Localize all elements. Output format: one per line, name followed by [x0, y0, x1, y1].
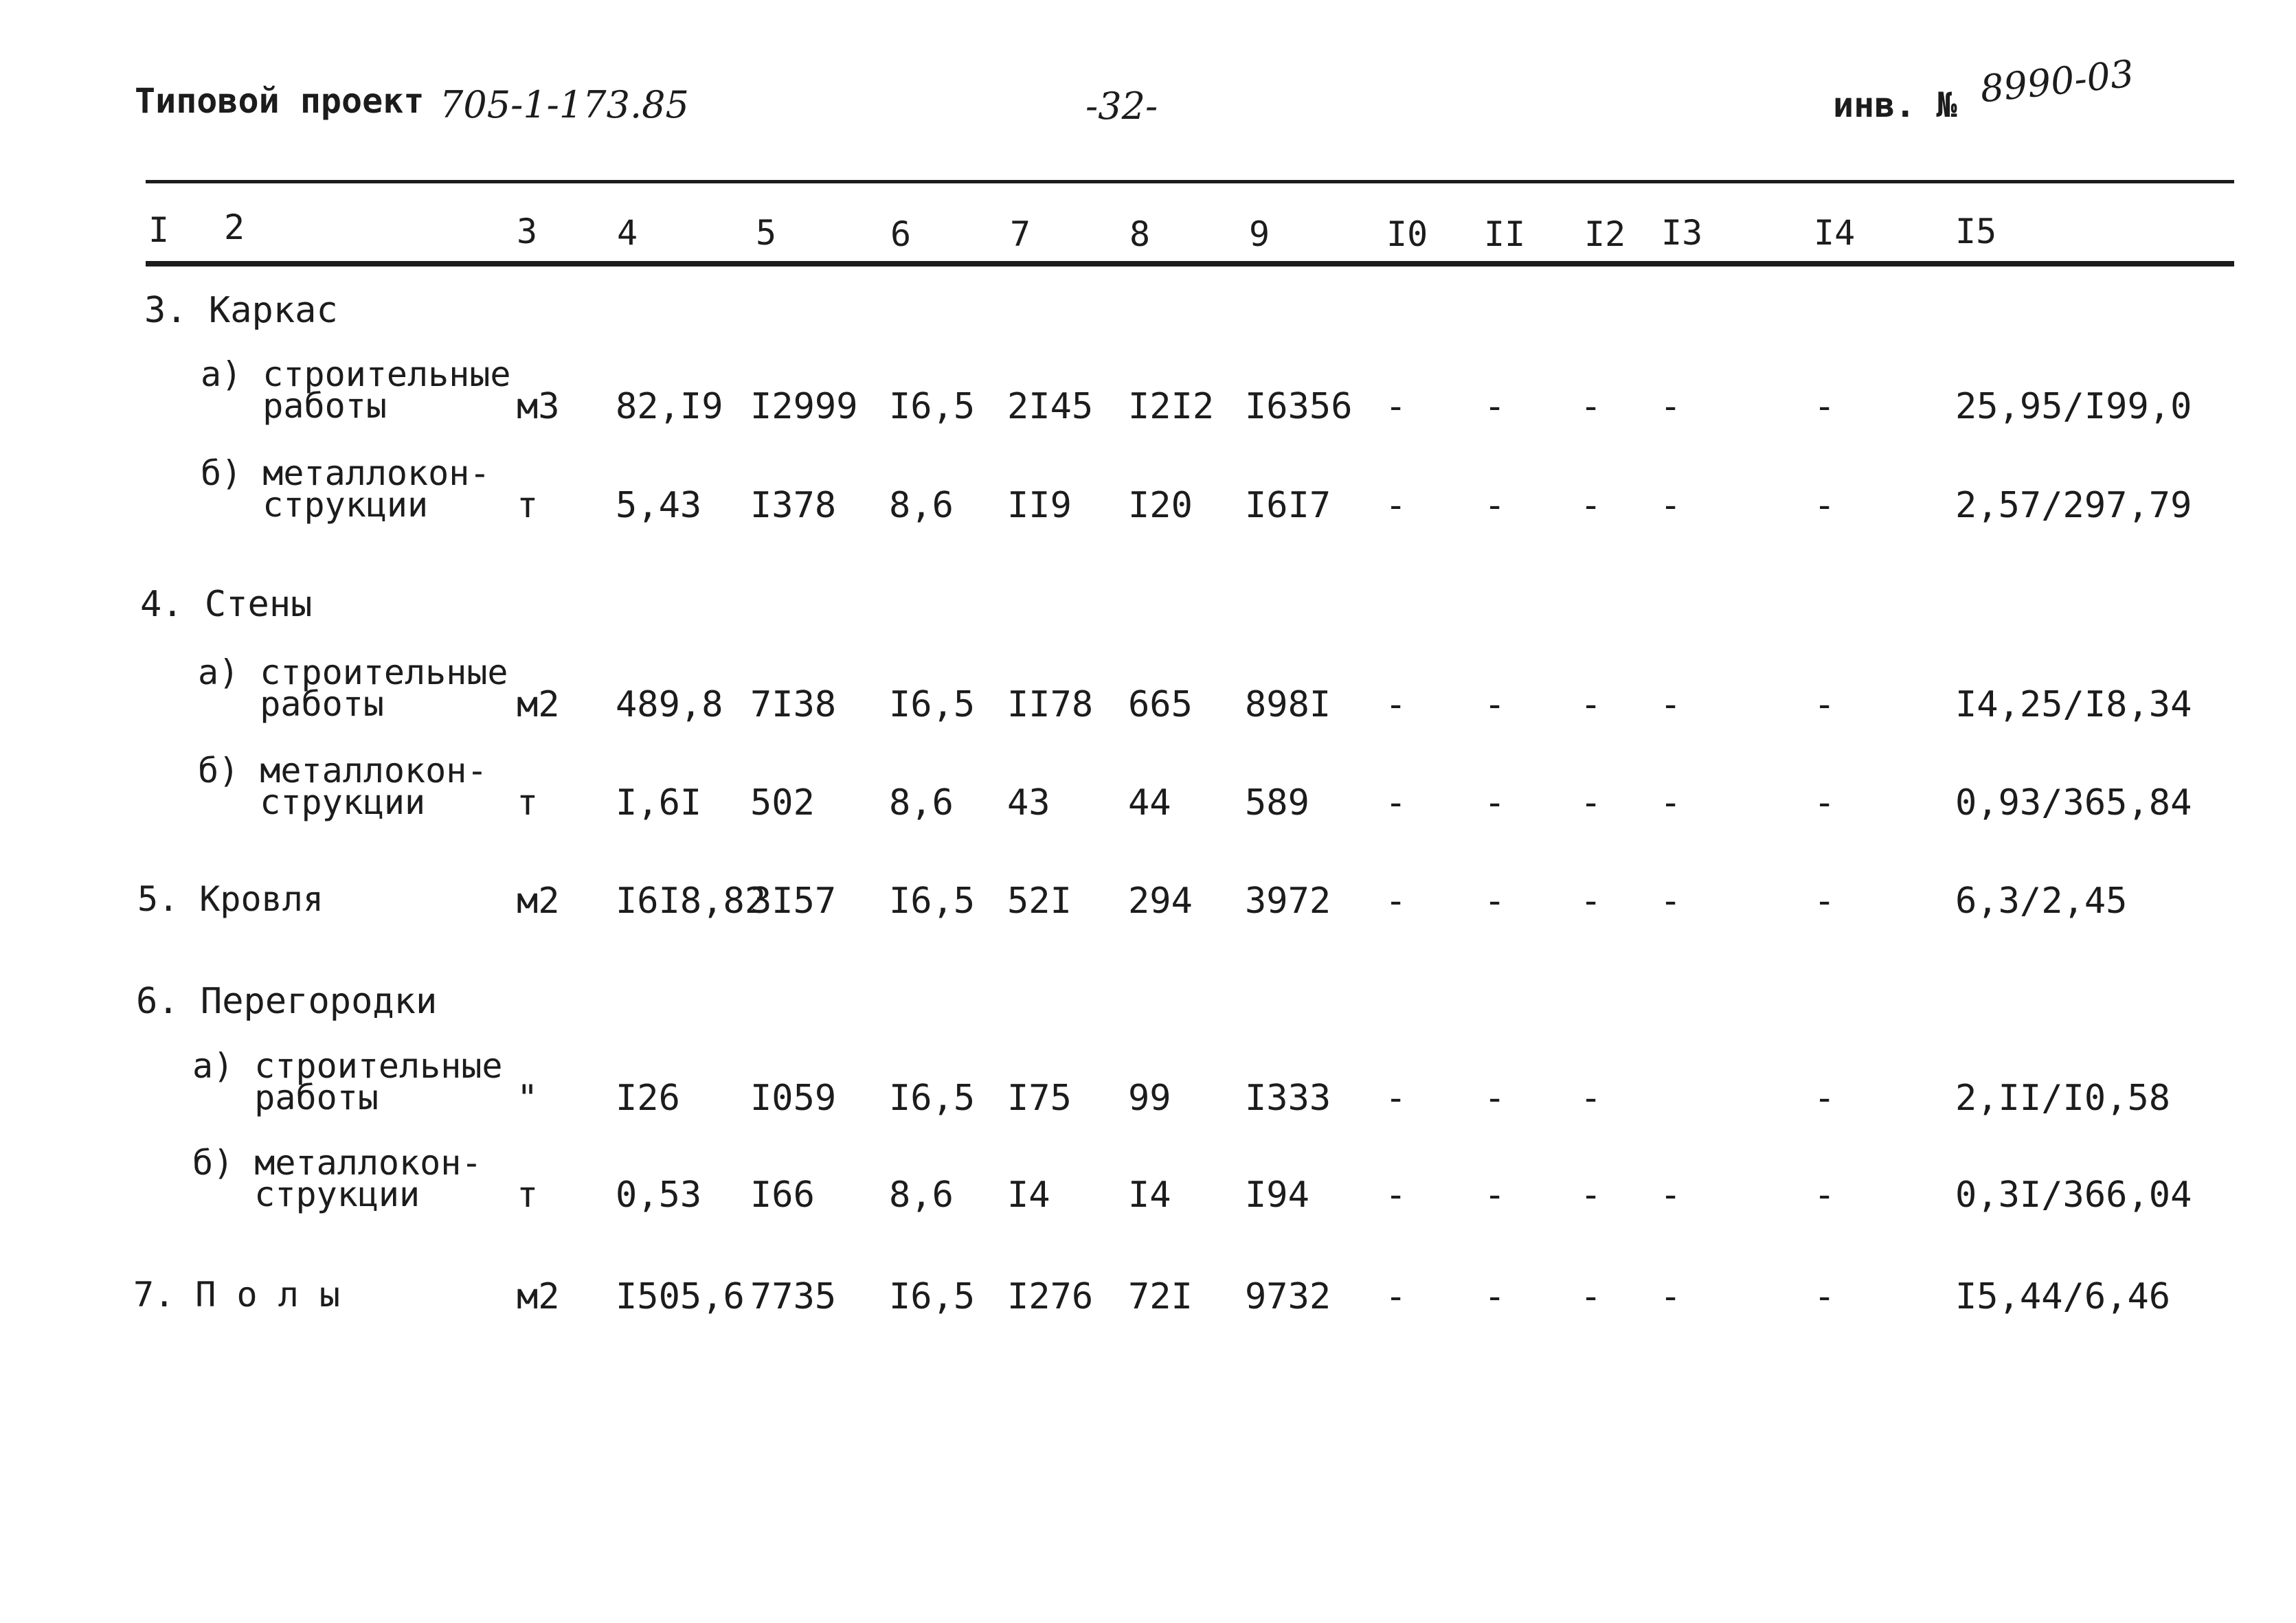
cell-col-8: 72I: [1128, 1276, 1193, 1317]
cell-total-col-9: 9732: [1245, 1276, 1331, 1317]
cell-ratio-col-15: 0,3I/366,04: [1955, 1174, 2192, 1216]
cell-rate-col-6: 8,6: [889, 485, 954, 526]
cell-col-10: -: [1385, 881, 1407, 922]
cell-total-col-9: I333: [1245, 1078, 1331, 1119]
cell-quantity: I505,6: [616, 1276, 745, 1317]
cell-col-12: -: [1580, 782, 1602, 824]
cell-col-12: -: [1580, 684, 1602, 725]
cell-col-7: 2I45: [1007, 386, 1094, 427]
cell-col-7: II9: [1007, 485, 1072, 526]
cell-quantity: 489,8: [616, 684, 723, 725]
row-name: б) металлокон- струкции: [201, 453, 491, 525]
cell-unit: м2: [517, 881, 560, 922]
cell-unit: м3: [517, 386, 560, 427]
cell-cost-col-5: 7735: [750, 1276, 837, 1317]
cell-col-10: -: [1385, 386, 1407, 427]
section-title-frame: 3. Каркас: [144, 290, 338, 331]
cell-col-8: 99: [1128, 1078, 1171, 1119]
cell-unit: ": [517, 1078, 539, 1119]
cell-col-11: -: [1484, 881, 1506, 922]
cell-col-7: I4: [1007, 1174, 1050, 1216]
cell-cost-col-5: 7I38: [750, 684, 837, 725]
cell-col-7: 43: [1007, 782, 1050, 824]
cell-col-12: -: [1580, 386, 1602, 427]
cell-col-14: -: [1814, 684, 1836, 725]
cell-rate-col-6: I6,5: [889, 1276, 976, 1317]
column-header-6: 6: [890, 214, 912, 254]
cell-quantity: I6I8,82: [616, 881, 767, 922]
row-name: а) строительные работы: [198, 652, 508, 724]
cell-rate-col-6: I6,5: [889, 684, 976, 725]
cell-total-col-9: 898I: [1245, 684, 1331, 725]
cell-col-13: -: [1660, 485, 1682, 526]
cell-unit: т: [517, 782, 539, 824]
cell-col-13: -: [1660, 1174, 1682, 1216]
cell-quantity: 5,43: [616, 485, 702, 526]
cell-ratio-col-15: I4,25/I8,34: [1955, 684, 2192, 725]
cell-col-10: -: [1385, 1276, 1407, 1317]
section-title-walls: 4. Стены: [140, 584, 313, 625]
cell-cost-col-5: 3I57: [750, 881, 837, 922]
cell-col-14: -: [1814, 1276, 1836, 1317]
column-header-9: 9: [1249, 214, 1270, 254]
cell-col-10: -: [1385, 1174, 1407, 1216]
cell-col-10: -: [1385, 485, 1407, 526]
cell-ratio-col-15: 2,57/297,79: [1955, 485, 2192, 526]
cell-col-13: -: [1660, 881, 1682, 922]
cell-rate-col-6: I6,5: [889, 881, 976, 922]
cell-col-13: -: [1660, 1276, 1682, 1317]
cell-col-8: I4: [1128, 1174, 1171, 1216]
cell-rate-col-6: 8,6: [889, 1174, 954, 1216]
cell-ratio-col-15: I5,44/6,46: [1955, 1276, 2171, 1317]
cell-cost-col-5: I66: [750, 1174, 815, 1216]
cell-col-12: -: [1580, 1078, 1602, 1119]
cell-col-11: -: [1484, 1078, 1506, 1119]
cell-cost-col-5: I2999: [750, 386, 858, 427]
cell-quantity: I26: [616, 1078, 680, 1119]
cell-col-10: -: [1385, 782, 1407, 824]
cell-col-10: -: [1385, 1078, 1407, 1119]
cell-col-12: -: [1580, 485, 1602, 526]
cell-col-11: -: [1484, 386, 1506, 427]
column-header-12: I2: [1584, 214, 1626, 254]
inventory-number: 8990-03: [1978, 52, 2137, 111]
cell-col-10: -: [1385, 684, 1407, 725]
column-header-14: I4: [1814, 213, 1856, 253]
column-header-11: II: [1484, 214, 1526, 254]
column-header-7: 7: [1010, 214, 1031, 254]
cell-col-8: I2I2: [1128, 386, 1215, 427]
cell-col-7: 52I: [1007, 881, 1072, 922]
cell-col-14: -: [1814, 386, 1836, 427]
cell-ratio-col-15: 25,95/I99,0: [1955, 386, 2192, 427]
cell-col-13: -: [1660, 684, 1682, 725]
cell-col-14: -: [1814, 782, 1836, 824]
table-header-rule: [146, 261, 2234, 266]
cell-rate-col-6: 8,6: [889, 782, 954, 824]
project-number: 705-1-173.85: [440, 83, 689, 126]
cell-col-11: -: [1484, 782, 1506, 824]
cell-col-8: 294: [1128, 881, 1193, 922]
column-header-5: 5: [756, 213, 777, 253]
row-name: а) строительные работы: [201, 354, 511, 426]
cell-quantity: 0,53: [616, 1174, 702, 1216]
cell-col-13: -: [1660, 386, 1682, 427]
cell-ratio-col-15: 6,3/2,45: [1955, 881, 2128, 922]
table-top-rule: [146, 180, 2234, 183]
cell-unit: м2: [517, 684, 560, 725]
cell-total-col-9: 589: [1245, 782, 1309, 824]
row-name: б) металлокон- струкции: [198, 751, 488, 822]
cell-col-13: -: [1660, 782, 1682, 824]
cell-rate-col-6: I6,5: [889, 386, 976, 427]
row-name: б) металлокон- струкции: [192, 1143, 482, 1214]
cell-col-14: -: [1814, 881, 1836, 922]
header-label: Типовой проект: [135, 81, 425, 121]
column-header-2: 2: [224, 207, 245, 247]
cell-ratio-col-15: 0,93/365,84: [1955, 782, 2192, 824]
cell-col-7: I75: [1007, 1078, 1072, 1119]
cell-col-11: -: [1484, 485, 1506, 526]
cell-col-12: -: [1580, 1174, 1602, 1216]
cell-total-col-9: I6I7: [1245, 485, 1331, 526]
column-header-13: I3: [1661, 213, 1703, 253]
cell-quantity: 82,I9: [616, 386, 723, 427]
cell-col-14: -: [1814, 1078, 1836, 1119]
cell-cost-col-5: 502: [750, 782, 815, 824]
cell-col-14: -: [1814, 485, 1836, 526]
cell-col-8: 665: [1128, 684, 1193, 725]
cell-cost-col-5: I378: [750, 485, 837, 526]
page-number: -32-: [1085, 84, 1158, 128]
column-header-3: 3: [517, 212, 538, 251]
column-header-10: I0: [1386, 214, 1428, 254]
cell-cost-col-5: I059: [750, 1078, 837, 1119]
cell-total-col-9: 3972: [1245, 881, 1331, 922]
inventory-label: инв. №: [1833, 85, 1957, 125]
cell-quantity: I,6I: [616, 782, 702, 824]
column-header-8: 8: [1129, 214, 1151, 254]
cell-total-col-9: I6356: [1245, 386, 1353, 427]
section-title-partitions: 6. Перегородки: [136, 981, 438, 1022]
row-name: 7. П о л ы: [133, 1275, 341, 1315]
cell-col-11: -: [1484, 684, 1506, 725]
cell-unit: т: [517, 485, 539, 526]
cell-col-7: II78: [1007, 684, 1094, 725]
cell-ratio-col-15: 2,II/I0,58: [1955, 1078, 2171, 1119]
cell-col-12: -: [1580, 1276, 1602, 1317]
cell-col-8: I20: [1128, 485, 1193, 526]
cell-unit: м2: [517, 1276, 560, 1317]
cell-col-11: -: [1484, 1276, 1506, 1317]
cell-unit: т: [517, 1174, 539, 1216]
row-name: а) строительные работы: [192, 1046, 503, 1117]
row-name: 5. Кровля: [137, 879, 324, 919]
cell-col-11: -: [1484, 1174, 1506, 1216]
cell-rate-col-6: I6,5: [889, 1078, 976, 1119]
cell-col-14: -: [1814, 1174, 1836, 1216]
cell-col-8: 44: [1128, 782, 1171, 824]
cell-col-7: I276: [1007, 1276, 1094, 1317]
cell-total-col-9: I94: [1245, 1174, 1309, 1216]
column-header-4: 4: [617, 213, 638, 253]
column-header-15: I5: [1955, 212, 1997, 251]
cell-col-12: -: [1580, 881, 1602, 922]
column-header-1: I: [148, 210, 170, 250]
